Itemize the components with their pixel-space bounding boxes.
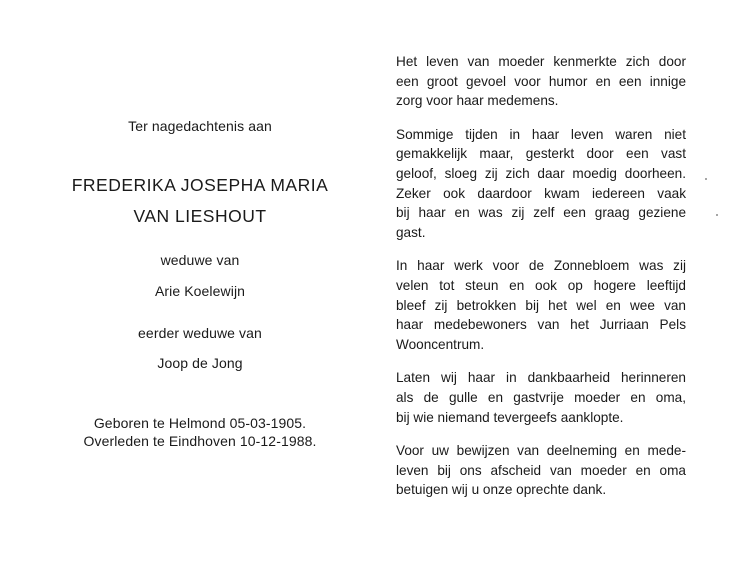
text-line: Voor uw bewijzen van deelneming en mede- [396,443,686,459]
scan-speck [705,178,707,180]
text-line: bij wie niemand tevergeefs aanklopte. [396,409,624,425]
death-info: Overleden te Eindhoven 10-12-1988. [83,433,317,449]
paragraph [396,441,686,500]
text-line: bleef zij betrokken bij het wel en wee van [396,297,686,313]
text-line: In haar werk voor de Zonnebloem was zij [396,258,686,274]
deceased-name-line-2: VAN LIESHOUT [133,206,267,226]
text-line: velen tot steun en ook op hogere leeftijd [396,277,686,293]
text-line: betuigen wij u onze oprechte dank. [396,482,607,498]
right-panel [396,52,686,514]
paragraph [396,256,686,354]
text-line: bij haar en was zij zelf een graag geziene [396,205,686,221]
deceased-name-line-1: FREDERIKA JOSEPHA MARIA [71,175,329,195]
text-line: gemakkelijk maar, gesterkt door een vast [396,146,686,162]
text-line: Zeker ook daardoor kwam iedereen vaak [396,185,686,201]
paragraph [396,52,686,111]
text-line: Wooncentrum. [396,336,485,352]
text-line: haar medebewoners van het Jurriaan Pels [396,317,686,333]
intro-text: Ter nagedachtenis aan [128,118,272,134]
left-panel [50,0,350,578]
spouse-name-2: Joop de Jong [157,355,243,371]
text-line: Laten wij haar in dankbaarheid herinneren [396,370,686,386]
text-line: als de gulle en gastvrije moeder en oma, [396,389,686,405]
former-widow-of-label: eerder weduwe van [138,325,262,341]
text-line: Sommige tijden in haar leven waren niet [396,126,686,142]
widow-of-label: weduwe van [160,252,240,268]
birth-info: Geboren te Helmond 05-03-1905. [93,415,307,431]
text-line: Het leven van moeder kenmerkte zich door [396,54,686,69]
scan-speck [716,214,718,216]
paragraph [396,368,686,427]
text-line: leven bij ons afscheid van moeder en oma [396,462,686,478]
spouse-name-1: Arie Koelewijn [154,283,246,299]
text-line: zorg voor haar medemens. [396,93,559,109]
paragraph [396,125,686,243]
text-line: gast. [396,224,426,240]
text-line: geloof, sloeg zij zich daar moedig doorheen. [396,165,686,181]
text-line: een groot gevoel voor humor en een innige [396,73,686,89]
